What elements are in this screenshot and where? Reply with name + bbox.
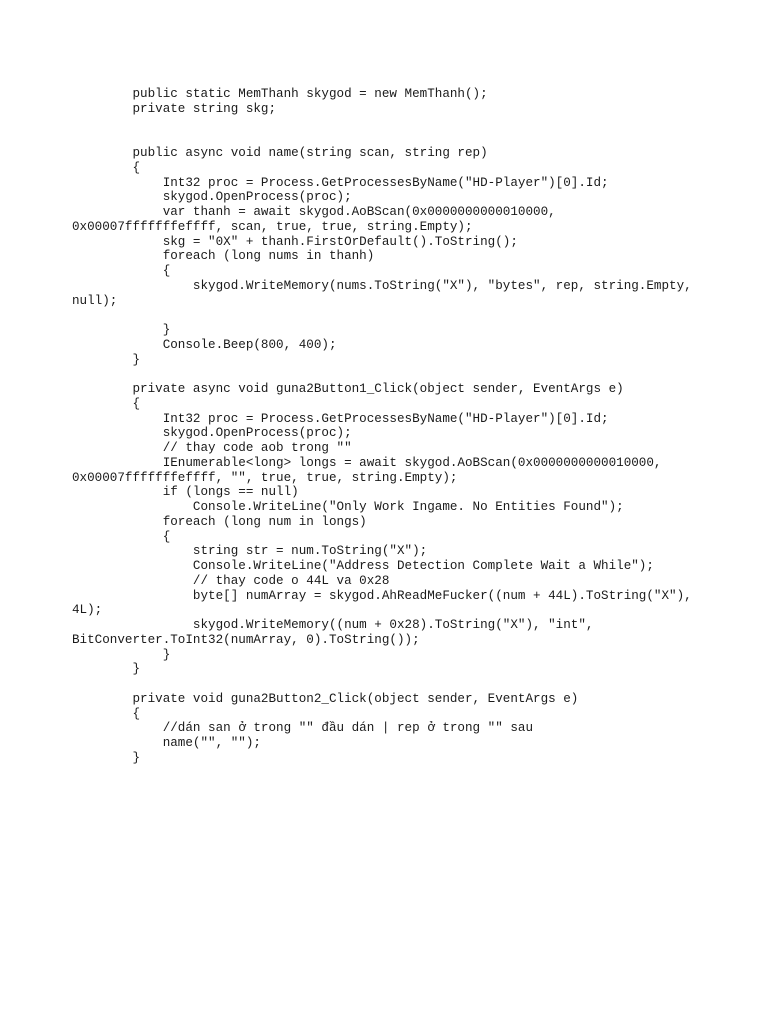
code-line — [72, 117, 692, 132]
code-line: string str = num.ToString("X"); — [72, 544, 428, 559]
code-line: foreach (long num in longs) — [72, 514, 367, 529]
code-line: } — [72, 323, 171, 337]
code-line: private string skg; — [72, 101, 277, 116]
code-line: { — [72, 706, 141, 721]
code-line: Console.WriteLine("Only Work Ingame. No Entities Found"); — [72, 500, 624, 514]
code-line — [72, 131, 692, 146]
code-line: } — [72, 662, 141, 677]
code-line: if (longs == null) — [72, 485, 299, 500]
code-line: { — [72, 529, 171, 544]
code-line: foreach (long nums in thanh) — [72, 249, 375, 264]
code-line: // thay code o 44L va 0x28 — [72, 573, 390, 588]
code-line: } — [72, 750, 141, 765]
code-line: skygod.OpenProcess(proc); — [72, 426, 352, 441]
code-line: private async void guna2Button1_Click(object sender, EventArgs e) — [72, 382, 624, 396]
code-line: skygod.WriteMemory(nums.ToString("X"), "bytes", rep, string.Empty, — [72, 278, 692, 293]
code-line: skygod.WriteMemory((num + 0x28).ToString("X"), "int", — [72, 618, 594, 632]
code-line: Console.Beep(800, 400); — [72, 337, 337, 352]
code-line: { — [72, 396, 141, 411]
code-line: 0x00007fffffffeffff, scan, true, true, string.Empty); — [72, 219, 473, 234]
code-line: IEnumerable<long> longs = await skygod.AoBScan(0x0000000000010000, — [72, 455, 662, 470]
code-block — [72, 87, 692, 766]
code-line: private void guna2Button2_Click(object sender, EventArgs e) — [72, 691, 579, 706]
code-line: 0x00007fffffffeffff, "", true, true, string.Empty); — [72, 470, 458, 485]
code-line: byte[] numArray = skygod.AhReadMeFucker((num + 44L).ToString("X"), — [72, 588, 692, 603]
code-line: { — [72, 264, 171, 278]
code-line: // thay code aob trong "" — [72, 441, 352, 455]
code-line: Console.WriteLine("Address Detection Complete Wait a While"); — [72, 559, 654, 573]
code-line — [72, 367, 692, 382]
code-line: skygod.OpenProcess(proc); — [72, 190, 352, 205]
code-line: { — [72, 160, 141, 175]
code-line: var thanh = await skygod.AoBScan(0x0000000000010000, — [72, 205, 556, 219]
code-line: name("", ""); — [72, 736, 261, 750]
code-line: //dán san ở trong "" đầu dán | rep ở trong "" sau — [72, 721, 534, 736]
code-line: public async void name(string scan, string rep) — [72, 146, 488, 160]
code-line: BitConverter.ToInt32(numArray, 0).ToString()); — [72, 632, 420, 647]
code-line: public static MemThanh skygod = new MemThanh(); — [72, 87, 488, 101]
code-line: } — [72, 647, 171, 662]
code-line: Int32 proc = Process.GetProcessesByName("HD-Player")[0].Id; — [72, 175, 609, 190]
code-line: } — [72, 352, 141, 367]
code-line: null); — [72, 293, 118, 308]
code-line: 4L); — [72, 603, 103, 618]
code-line — [72, 677, 692, 692]
code-line: skg = "0X" + thanh.FirstOrDefault().ToString(); — [72, 234, 518, 249]
code-line — [72, 308, 692, 323]
code-line: Int32 proc = Process.GetProcessesByName("HD-Player")[0].Id; — [72, 411, 609, 426]
